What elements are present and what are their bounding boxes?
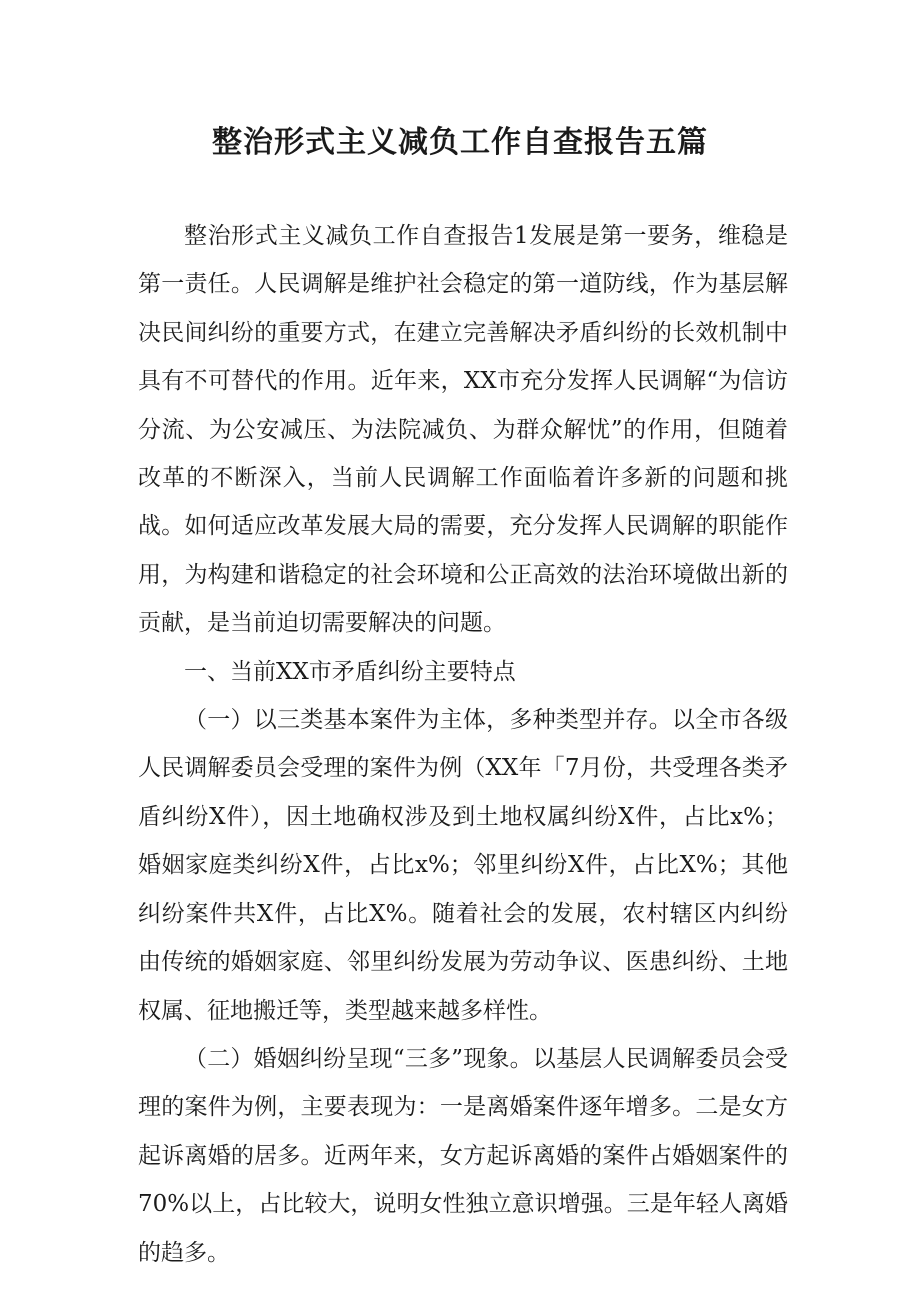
subsection-paragraph-1: （一）以三类基本案件为主体，多种类型并存。以全市各级人民调解委员会受理的案件为例（XX年「7月份，共受理各类矛盾纠纷X件），因土地确权涉及到土地权属纠纷X件，占比x%；婚姻家庭类纠纷X件，占比x%；邻里纠纷X件，占比X%；其他纠纷案件共X件，占比X%。随着社会的发展，农村辖区内纠纷由传统的婚姻家庭、邻里纠纷发展为劳动争议、医患纠纷、土地权属、征地搬迁等，类型越来越多样性。 [138,707,788,1024]
document-body [138,212,788,1277]
subsection-paragraph-2: （二）婚姻纠纷呈现“三多”现象。以基层人民调解委员会受理的案件为例，主要表现为：一是离婚案件逐年增多。二是女方起诉离婚的居多。近两年来，女方起诉离婚的案件占婚姻案件的70%以上，占比较大，说明女性独立意识增强。三是年轻人离婚的趋多。 [138,1045,788,1266]
document-title: 整治形式主义减负工作自查报告五篇 [212,125,708,160]
intro-paragraph: 整治形式主义减负工作自查报告1发展是第一要务，维稳是第一责任。人民调解是维护社会稳定的第一道防线，作为基层解决民间纠纷的重要方式，在建立完善解决矛盾纠纷的长效机制中具有不可替代的作用。近年来，XX市充分发挥人民调解“为信访分流、为公安减压、为法院减负、为群众解忧”的作用，但随着改革的不断深入，当前人民调解工作面临着许多新的问题和挑战。如何适应改革发展大局的需要，充分发挥人民调解的职能作用，为构建和谐稳定的社会环境和公正高效的法治环境做出新的贡献，是当前迫切需要解决的问题。 [138,223,788,637]
section-heading: 一、当前XX市矛盾纠纷主要特点 [184,658,516,685]
